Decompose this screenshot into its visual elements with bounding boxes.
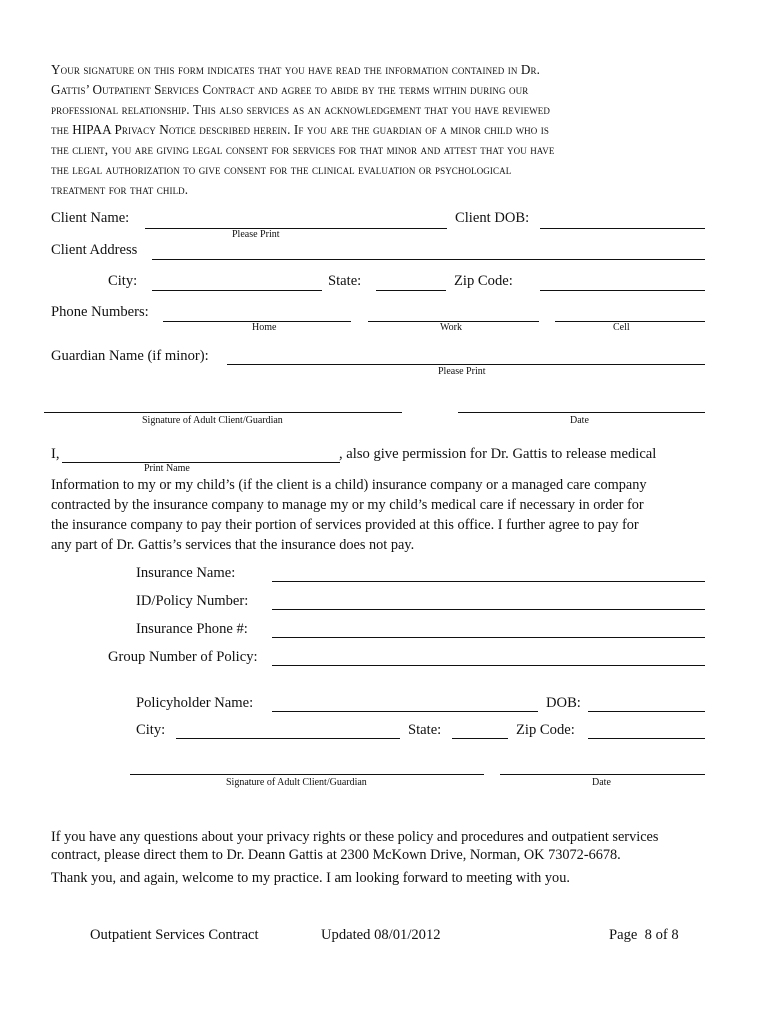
signature-2-date-label: Date <box>592 777 611 788</box>
policy-number-field[interactable] <box>272 609 705 610</box>
policyholder-name-label: Policyholder Name: <box>136 695 254 711</box>
client-state-field[interactable] <box>376 290 446 291</box>
insurance-name-label: Insurance Name: <box>136 565 236 581</box>
phone-numbers-label: Phone Numbers: <box>51 304 149 320</box>
release-paragraph <box>51 475 647 555</box>
guardian-name-hint: Please Print <box>438 366 486 377</box>
intro-line: the legal authorization to give consent for the clinical evaluation or psychological <box>51 162 512 177</box>
intro-paragraph <box>51 60 554 200</box>
signature-2-label: Signature of Adult Client/Guardian <box>226 777 367 788</box>
release-line: Information to my or my child’s (if the client is a child) insurance company or a managed care company <box>51 477 647 493</box>
client-state-label: State: <box>328 273 362 289</box>
release-i-label: I, <box>51 446 60 462</box>
client-address-label: Client Address <box>51 242 138 258</box>
phone-home-hint: Home <box>252 322 277 333</box>
release-print-name-field[interactable] <box>62 462 340 463</box>
insurance-phone-field[interactable] <box>272 637 705 638</box>
client-zip-field[interactable] <box>540 290 705 291</box>
release-line-1: , also give permission for Dr. Gattis to release medical <box>339 446 657 462</box>
intro-line: Gattis’ Outpatient Services Contract and agree to abide by the terms within during our <box>51 82 529 97</box>
phone-cell-field[interactable] <box>555 321 705 322</box>
client-name-label: Client Name: <box>51 210 130 226</box>
intro-line: the client, you are giving legal consent for services for that minor and attest that you have <box>51 142 555 157</box>
guardian-name-field[interactable] <box>227 364 705 365</box>
insurance-name-field[interactable] <box>272 581 705 582</box>
phone-cell-hint: Cell <box>613 322 630 333</box>
signature-label: Signature of Adult Client/Guardian <box>142 415 283 426</box>
release-print-name-hint: Print Name <box>144 463 190 474</box>
footer-title: Outpatient Services Contract <box>90 927 259 943</box>
policyholder-zip-field[interactable] <box>588 738 705 739</box>
intro-line: professional relationship. This also services as an acknowledgement that you have reviewed <box>51 102 550 117</box>
client-dob-label: Client DOB: <box>455 210 530 226</box>
client-address-field[interactable] <box>152 259 705 260</box>
policyholder-state-label: State: <box>408 722 442 738</box>
closing-paragraph <box>51 828 658 864</box>
policyholder-dob-label: DOB: <box>546 695 581 711</box>
footer-updated: Updated 08/01/2012 <box>321 927 441 943</box>
client-zip-label: Zip Code: <box>454 273 513 289</box>
signature-2-field[interactable] <box>130 774 484 775</box>
policyholder-city-field[interactable] <box>176 738 400 739</box>
release-line: any part of Dr. Gattis’s services that the insurance does not pay. <box>51 537 415 553</box>
policyholder-zip-label: Zip Code: <box>516 722 575 738</box>
footer-page-number: Page 8 of 8 <box>609 927 679 943</box>
policyholder-city-label: City: <box>136 722 166 738</box>
policyholder-name-field[interactable] <box>272 711 538 712</box>
release-line: contracted by the insurance company to manage my or my child’s medical care if necessary in order for <box>51 497 644 513</box>
release-line: the insurance company to pay their portion of services provided at this office. I further agree to pay for <box>51 517 639 533</box>
client-city-label: City: <box>108 273 138 289</box>
insurance-phone-label: Insurance Phone #: <box>136 621 248 637</box>
group-number-field[interactable] <box>272 665 705 666</box>
phone-work-hint: Work <box>440 322 462 333</box>
intro-line: the HIPAA Privacy Notice described herein. If you are the guardian of a minor child who is <box>51 122 549 137</box>
guardian-name-label: Guardian Name (if minor): <box>51 348 209 364</box>
signature-date-field[interactable] <box>458 412 705 413</box>
signature-date-label: Date <box>570 415 589 426</box>
group-number-label: Group Number of Policy: <box>108 649 258 665</box>
closing-line: contract, please direct them to Dr. Deann Gattis at 2300 McKown Drive, Norman, OK 73072-6678. <box>51 847 621 863</box>
closing-line: If you have any questions about your privacy rights or these policy and procedures and outpatient services <box>51 829 659 845</box>
client-dob-field[interactable] <box>540 228 705 229</box>
signature-field[interactable] <box>44 412 402 413</box>
closing-thanks: Thank you, and again, welcome to my practice. I am looking forward to meeting with you. <box>51 870 570 886</box>
client-city-field[interactable] <box>152 290 322 291</box>
policyholder-state-field[interactable] <box>452 738 508 739</box>
client-name-field[interactable] <box>145 228 447 229</box>
policy-number-label: ID/Policy Number: <box>136 593 249 609</box>
signature-2-date-field[interactable] <box>500 774 705 775</box>
client-name-hint: Please Print <box>232 229 280 240</box>
intro-line: Your signature on this form indicates that you have read the information contained in Dr. <box>51 62 541 77</box>
policyholder-dob-field[interactable] <box>588 711 705 712</box>
intro-line: treatment for that child. <box>51 182 189 197</box>
